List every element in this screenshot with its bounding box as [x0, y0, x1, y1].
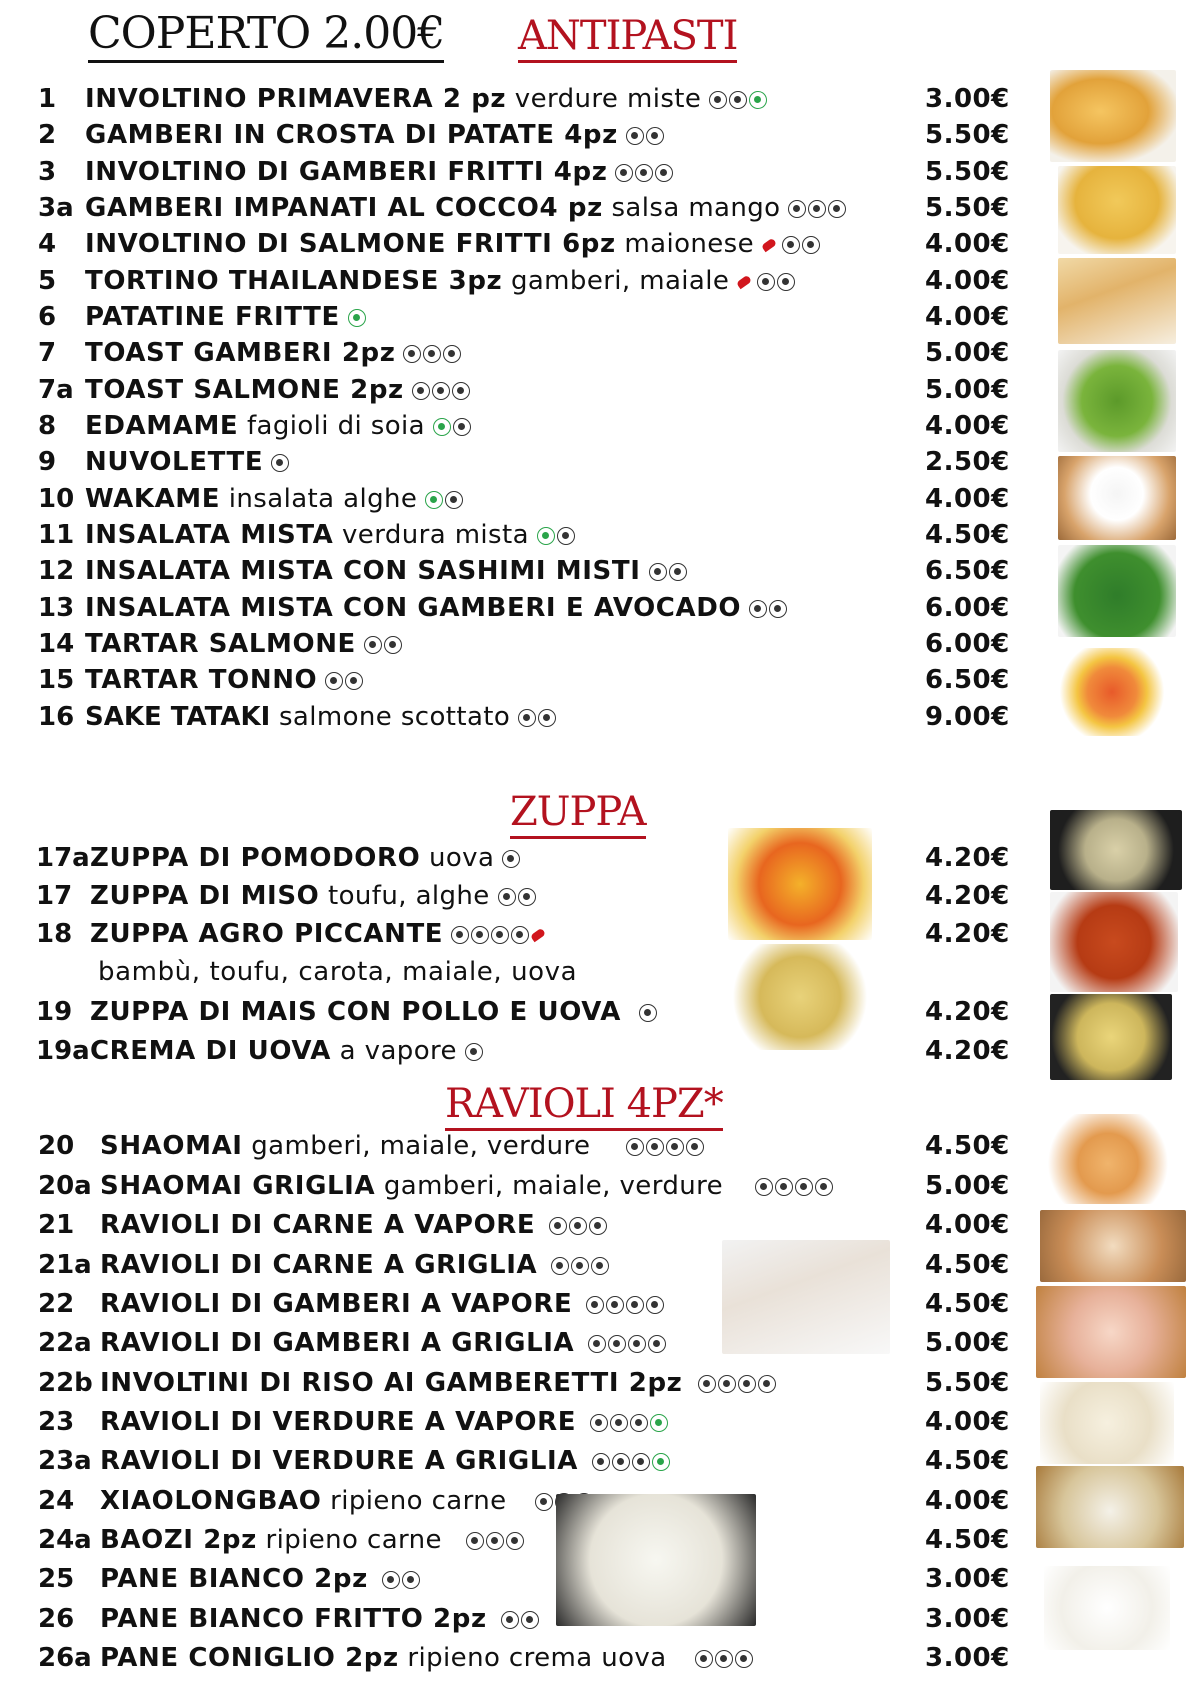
allergen-icon: [808, 200, 826, 218]
egg-soup-photo: [1050, 994, 1172, 1080]
chili-icon: [736, 275, 752, 290]
allergen-icon: [715, 1650, 733, 1668]
allergen-icon: [586, 1296, 604, 1314]
item-price: 5.00€: [925, 338, 1010, 368]
item-name: ZUPPA AGRO PICCANTE: [90, 916, 551, 953]
item-name: EDAMAME fagioli di soia: [85, 408, 473, 445]
item-number: 17a: [36, 843, 90, 873]
allergen-icon: [403, 345, 421, 363]
allergen-icon: [451, 926, 469, 944]
item-number: 22a: [38, 1328, 92, 1358]
allergen-icon: [471, 926, 489, 944]
allergen-icon: [443, 345, 461, 363]
allergen-icon: [695, 1650, 713, 1668]
item-number: 23a: [38, 1446, 92, 1476]
menu-item: [0, 408, 1040, 444]
menu-item: [0, 1168, 1040, 1204]
menu-item: [0, 517, 1040, 553]
allergen-icon: [608, 1335, 626, 1353]
item-name: SHAOMAI GRIGLIA gamberi, maiale, verdure: [100, 1168, 835, 1205]
allergen-icon: [432, 382, 450, 400]
white-bread-photo: [1044, 1566, 1170, 1650]
allergen-icon: [632, 1453, 650, 1471]
item-price: 6.00€: [925, 629, 1010, 659]
allergen-icon: [501, 1611, 519, 1629]
baozi-photo: [556, 1494, 756, 1626]
item-name: PANE CONIGLIO 2pz ripieno crema uova: [100, 1640, 755, 1677]
allergen-icon: [828, 200, 846, 218]
allergen-icon: [718, 1375, 736, 1393]
item-number: 15: [38, 665, 75, 695]
menu-item: [0, 1207, 1040, 1243]
item-price: 4.50€: [925, 1131, 1010, 1161]
salmon-tartar-photo: [1058, 648, 1166, 736]
menu-item: [0, 1483, 1040, 1519]
item-name: PANE BIANCO 2pz: [100, 1561, 422, 1598]
menu-item: [0, 553, 1040, 589]
item-name: RAVIOLI DI CARNE A VAPORE: [100, 1207, 609, 1244]
item-price: 4.50€: [925, 1525, 1010, 1555]
item-number: 3a: [38, 193, 74, 223]
allergen-icon: [382, 1571, 400, 1589]
item-name: INSALATA MISTA CON GAMBERI E AVOCADO: [85, 590, 789, 627]
item-price: 6.50€: [925, 665, 1010, 695]
menu-item: [0, 335, 1040, 371]
allergen-icon: [666, 1138, 684, 1156]
allergen-icon: [549, 1217, 567, 1235]
vegan-icon: [348, 309, 366, 327]
allergen-icon: [518, 709, 536, 727]
item-name: INSALATA MISTA CON SASHIMI MISTI: [85, 553, 689, 590]
menu-item: [0, 226, 1040, 262]
item-number: 21a: [38, 1250, 92, 1280]
item-number: 26: [38, 1604, 75, 1634]
allergen-icon: [758, 1375, 776, 1393]
allergen-icon: [589, 1217, 607, 1235]
allergen-icon: [635, 164, 653, 182]
item-name: RAVIOLI DI CARNE A GRIGLIA: [100, 1247, 611, 1284]
item-number: 3: [38, 157, 57, 187]
item-name: ZUPPA DI POMODORO uova: [90, 840, 522, 877]
allergen-icon: [518, 888, 536, 906]
fried-shrimp-photo: [1058, 166, 1176, 254]
item-number: 9: [38, 447, 57, 477]
menu-item: [0, 263, 1040, 299]
allergen-icon: [486, 1532, 504, 1550]
menu-item: [0, 1561, 1040, 1597]
item-price: 4.50€: [925, 1446, 1010, 1476]
item-number: 8: [38, 411, 57, 441]
menu-item: [0, 372, 1040, 408]
allergen-icon: [511, 926, 529, 944]
item-number: 17: [36, 881, 73, 911]
item-price: 4.00€: [925, 302, 1010, 332]
menu-item: [0, 1128, 1040, 1164]
allergen-icon: [445, 491, 463, 509]
allergen-icon: [626, 1296, 644, 1314]
menu-item: [0, 878, 1040, 914]
allergen-icon: [802, 236, 820, 254]
allergen-icon: [615, 164, 633, 182]
allergen-icon: [551, 1257, 569, 1275]
item-number: 10: [38, 484, 75, 514]
item-name: TARTAR SALMONE: [85, 626, 404, 663]
item-name: GAMBERI IMPANATI AL COCCO4 pz salsa mango: [85, 190, 848, 227]
item-number: 7a: [38, 375, 74, 405]
allergen-icon: [757, 273, 775, 291]
item-name: GAMBERI IN CROSTA DI PATATE 4pz: [85, 117, 666, 154]
item-name: INVOLTINI DI RISO AI GAMBERETTI 2pz: [100, 1365, 778, 1402]
item-name: INSALATA MISTA verdura mista: [85, 517, 577, 554]
allergen-icon: [788, 200, 806, 218]
allergen-icon: [649, 563, 667, 581]
corn-soup-photo: [728, 944, 872, 1050]
vegan-icon: [650, 1414, 668, 1432]
item-number: 6: [38, 302, 57, 332]
menu-item: [0, 1365, 1040, 1401]
item-number: 11: [38, 520, 75, 550]
allergen-icon: [669, 563, 687, 581]
item-price: 4.50€: [925, 520, 1010, 550]
menu-item: [0, 81, 1040, 117]
allergen-icon: [466, 1532, 484, 1550]
grilled-dumplings-photo: [1040, 1210, 1186, 1282]
allergen-icon: [729, 91, 747, 109]
allergen-icon: [815, 1178, 833, 1196]
item-number: 16: [38, 702, 75, 732]
vegan-icon: [652, 1453, 670, 1471]
item-name: INVOLTINO PRIMAVERA 2 pz verdure miste: [85, 81, 769, 118]
allergen-icon: [630, 1414, 648, 1432]
item-number: 7: [38, 338, 57, 368]
item-name: CREMA DI UOVA a vapore: [90, 1033, 485, 1070]
item-name: TOAST SALMONE 2pz: [85, 372, 472, 409]
allergen-icon: [345, 672, 363, 690]
item-name: TARTAR TONNO: [85, 662, 365, 699]
item-name: PATATINE FRITTE: [85, 299, 368, 336]
item-number: 19a: [36, 1036, 90, 1066]
item-number: 20a: [38, 1171, 92, 1201]
allergen-icon: [628, 1335, 646, 1353]
chili-icon: [530, 928, 546, 943]
menu-item: [0, 840, 1040, 876]
menu-item: [0, 154, 1040, 190]
prawn-crackers-photo: [1058, 456, 1176, 540]
allergen-icon: [271, 454, 289, 472]
allergen-icon: [610, 1414, 628, 1432]
menu-item: [0, 1522, 1040, 1558]
coperto-price: COPERTO 2.00€: [88, 10, 444, 63]
item-price: 4.20€: [925, 997, 1010, 1027]
section-title-antipasti: ANTIPASTI: [518, 14, 737, 63]
item-name: RAVIOLI DI VERDURE A GRIGLIA: [100, 1443, 672, 1480]
item-price: 5.00€: [925, 1171, 1010, 1201]
allergen-icon: [775, 1178, 793, 1196]
allergen-icon: [777, 273, 795, 291]
item-price: 3.00€: [925, 1643, 1010, 1673]
menu-item: [0, 662, 1040, 698]
allergen-icon: [491, 926, 509, 944]
vegetable-dumplings-photo: [1040, 1382, 1174, 1464]
item-price: 6.50€: [925, 556, 1010, 586]
allergen-icon: [571, 1257, 589, 1275]
item-number: 24a: [38, 1525, 92, 1555]
allergen-icon: [453, 418, 471, 436]
allergen-icon: [325, 672, 343, 690]
item-number: 1: [38, 84, 57, 114]
allergen-icon: [782, 236, 800, 254]
item-price: 5.50€: [925, 157, 1010, 187]
item-price: 5.00€: [925, 375, 1010, 405]
allergen-icon: [709, 91, 727, 109]
allergen-icon: [423, 345, 441, 363]
item-price: 9.00€: [925, 702, 1010, 732]
menu-item: [0, 481, 1040, 517]
item-price: 4.20€: [925, 919, 1010, 949]
allergen-icon: [606, 1296, 624, 1314]
allergen-icon: [626, 1138, 644, 1156]
allergen-icon: [384, 636, 402, 654]
item-price: 5.00€: [925, 1328, 1010, 1358]
allergen-icon: [755, 1178, 773, 1196]
egg-icon: [735, 1650, 753, 1668]
shaomai-photo: [1038, 1114, 1178, 1204]
item-number: 2: [38, 120, 57, 150]
item-price: 2.50€: [925, 447, 1010, 477]
allergen-icon: [498, 888, 516, 906]
menu-item: [0, 1404, 1040, 1440]
item-price: 3.00€: [925, 84, 1010, 114]
item-name: NUVOLETTE: [85, 444, 291, 481]
menu-item: [0, 190, 1040, 226]
allergen-icon: [538, 709, 556, 727]
item-price: 6.00€: [925, 593, 1010, 623]
menu-item: [0, 1601, 1040, 1637]
xiaolongbao-photo: [1036, 1466, 1184, 1548]
item-name: XIAOLONGBAO ripieno carne: [100, 1483, 595, 1520]
section-title-ravioli: RAVIOLI 4PZ*: [445, 1082, 723, 1131]
item-name: RAVIOLI DI GAMBERI A GRIGLIA: [100, 1325, 668, 1362]
allergen-icon: [557, 527, 575, 545]
item-price: 3.00€: [925, 1564, 1010, 1594]
spring-roll-photo: [1050, 70, 1176, 162]
allergen-icon: [506, 1532, 524, 1550]
item-number: 4: [38, 229, 57, 259]
hot-sour-soup-photo: [1050, 892, 1178, 992]
item-number: 22b: [38, 1368, 93, 1398]
vegan-icon: [433, 418, 451, 436]
item-price: 4.00€: [925, 411, 1010, 441]
item-number: 12: [38, 556, 75, 586]
item-number: 24: [38, 1486, 75, 1516]
item-number: 13: [38, 593, 75, 623]
item-description: bambù, toufu, carota, maiale, uova: [98, 957, 578, 987]
allergen-icon: [452, 382, 470, 400]
wakame-photo: [1058, 545, 1176, 637]
item-name: ZUPPA DI MISO toufu, alghe: [90, 878, 538, 915]
fried-rolls-photo: [1058, 258, 1176, 344]
allergen-icon: [686, 1138, 704, 1156]
allergen-icon: [588, 1335, 606, 1353]
allergen-icon: [521, 1611, 539, 1629]
rice-rolls-photo: [722, 1240, 890, 1354]
menu-item: [0, 916, 1040, 952]
item-number: 19: [36, 997, 73, 1027]
allergen-icon: [749, 600, 767, 618]
allergen-icon: [612, 1453, 630, 1471]
section-title-zuppa: ZUPPA: [510, 790, 646, 839]
menu-item: [0, 590, 1040, 626]
shrimp-dumplings-photo: [1036, 1286, 1186, 1378]
allergen-icon: [626, 127, 644, 145]
egg-icon: [465, 1043, 483, 1061]
item-name: PANE BIANCO FRITTO 2pz: [100, 1601, 541, 1638]
allergen-icon: [412, 382, 430, 400]
menu-item: [0, 994, 1040, 1030]
item-name: WAKAME insalata alghe: [85, 481, 465, 518]
allergen-icon: [769, 600, 787, 618]
item-price: 5.50€: [925, 1368, 1010, 1398]
item-number: 23: [38, 1407, 75, 1437]
allergen-icon: [592, 1453, 610, 1471]
item-price: 3.00€: [925, 1604, 1010, 1634]
egg-icon: [502, 850, 520, 868]
menu-item: [0, 626, 1040, 662]
item-number: 14: [38, 629, 75, 659]
menu-item: [0, 1640, 1040, 1676]
vegan-icon: [425, 491, 443, 509]
allergen-icon: [738, 1375, 756, 1393]
item-name: INVOLTINO DI SALMONE FRITTI 6pz maionese: [85, 226, 822, 263]
allergen-icon: [646, 1296, 664, 1314]
chili-icon: [761, 238, 777, 253]
miso-soup-photo: [1050, 810, 1182, 890]
egg-icon: [639, 1004, 657, 1022]
edamame-photo: [1058, 350, 1176, 452]
item-name: SAKE TATAKI salmone scottato: [85, 699, 558, 736]
tomato-soup-photo: [728, 828, 872, 940]
menu-item: [0, 444, 1040, 480]
item-number: 22: [38, 1289, 75, 1319]
allergen-icon: [591, 1257, 609, 1275]
allergen-icon: [655, 164, 673, 182]
item-name: TOAST GAMBERI 2pz: [85, 335, 463, 372]
item-number: 18: [36, 919, 73, 949]
item-name: RAVIOLI DI VERDURE A VAPORE: [100, 1404, 670, 1441]
item-price: 4.00€: [925, 266, 1010, 296]
menu-item: [0, 1443, 1040, 1479]
allergen-icon: [590, 1414, 608, 1432]
item-name: TORTINO THAILANDESE 3pz gamberi, maiale: [85, 263, 797, 300]
allergen-icon: [646, 1138, 664, 1156]
item-name: SHAOMAI gamberi, maiale, verdure: [100, 1128, 706, 1165]
allergen-icon: [402, 1571, 420, 1589]
allergen-icon: [698, 1375, 716, 1393]
item-number: 20: [38, 1131, 75, 1161]
item-price: 4.00€: [925, 229, 1010, 259]
vegan-icon: [749, 91, 767, 109]
menu-item: [0, 1033, 1040, 1069]
item-price: 5.50€: [925, 193, 1010, 223]
item-price: 5.50€: [925, 120, 1010, 150]
item-price: 4.20€: [925, 881, 1010, 911]
allergen-icon: [535, 1493, 553, 1511]
item-number: 25: [38, 1564, 75, 1594]
item-name: ZUPPA DI MAIS CON POLLO E UOVA: [90, 994, 659, 1031]
allergen-icon: [569, 1217, 587, 1235]
item-name: INVOLTINO DI GAMBERI FRITTI 4pz: [85, 154, 675, 191]
item-number: 21: [38, 1210, 75, 1240]
allergen-icon: [364, 636, 382, 654]
item-number: 5: [38, 266, 57, 296]
item-price: 4.50€: [925, 1289, 1010, 1319]
allergen-icon: [795, 1178, 813, 1196]
item-price: 4.20€: [925, 843, 1010, 873]
item-price: 4.00€: [925, 484, 1010, 514]
vegan-icon: [537, 527, 555, 545]
allergen-icon: [648, 1335, 666, 1353]
item-name: RAVIOLI DI GAMBERI A VAPORE: [100, 1286, 666, 1323]
item-number: 26a: [38, 1643, 92, 1673]
menu-item: [0, 299, 1040, 335]
allergen-icon: [646, 127, 664, 145]
menu-item: [0, 699, 1040, 735]
menu-item: [0, 117, 1040, 153]
item-price: 4.00€: [925, 1210, 1010, 1240]
item-name: BAOZI 2pz ripieno carne: [100, 1522, 526, 1559]
item-price: 4.50€: [925, 1250, 1010, 1280]
item-price: 4.00€: [925, 1486, 1010, 1516]
item-price: 4.00€: [925, 1407, 1010, 1437]
item-price: 4.20€: [925, 1036, 1010, 1066]
